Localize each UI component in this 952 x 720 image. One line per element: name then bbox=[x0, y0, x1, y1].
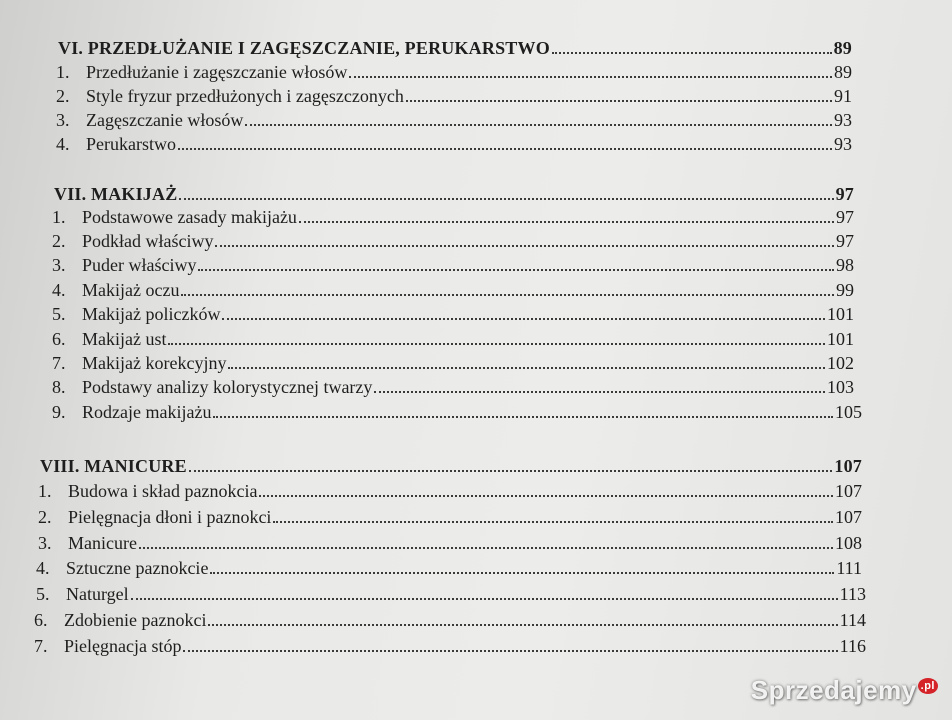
toc-heading-viii bbox=[40, 454, 862, 478]
toc-item bbox=[38, 479, 862, 503]
dot-leader bbox=[179, 197, 833, 200]
dot-leader bbox=[210, 571, 834, 574]
toc-item bbox=[52, 278, 854, 302]
toc-item-number: 6. bbox=[34, 610, 48, 630]
toc-page-number: 97 bbox=[836, 207, 854, 227]
toc-item-title: Makijaż policzków bbox=[82, 304, 221, 324]
dot-leader bbox=[245, 123, 832, 126]
toc-item-title: Przedłużanie i zagęszczanie włosów bbox=[86, 62, 348, 82]
toc-item-number: 1. bbox=[56, 62, 70, 82]
toc-item-title: Makijaż korekcyjny bbox=[82, 353, 227, 373]
toc-item bbox=[52, 327, 854, 351]
toc-item-title: Rodzaje makijażu bbox=[82, 402, 212, 422]
dot-leader bbox=[183, 649, 837, 652]
toc-page-number: 101 bbox=[827, 329, 854, 349]
toc-page-number: 97 bbox=[835, 184, 854, 204]
toc-item-number: 2. bbox=[52, 231, 66, 251]
toc-page-number: 107 bbox=[834, 456, 862, 476]
toc-item-number: 1. bbox=[52, 207, 66, 227]
toc-page-number: 98 bbox=[836, 255, 854, 275]
dot-leader bbox=[213, 415, 833, 418]
dot-leader bbox=[178, 147, 832, 150]
dot-leader bbox=[181, 293, 834, 296]
toc-item-number: 9. bbox=[52, 402, 66, 422]
dot-leader bbox=[552, 51, 832, 54]
toc-item-title: Puder właściwy bbox=[82, 255, 197, 275]
toc-item bbox=[56, 132, 852, 156]
dot-leader bbox=[349, 75, 832, 78]
toc-item bbox=[52, 375, 854, 399]
dot-leader bbox=[168, 342, 825, 345]
dot-leader bbox=[198, 268, 834, 271]
toc-page-number: 97 bbox=[836, 231, 854, 251]
toc-item-title: Naturgel bbox=[66, 584, 129, 604]
toc-item bbox=[52, 205, 854, 229]
toc-item-number: 2. bbox=[56, 86, 70, 106]
toc-item bbox=[38, 505, 862, 529]
toc-item-number: 7. bbox=[34, 636, 48, 656]
watermark-tld: .pl bbox=[918, 678, 938, 694]
dot-leader bbox=[228, 366, 825, 369]
dot-leader bbox=[406, 99, 832, 102]
toc-item-number: 4. bbox=[56, 134, 70, 154]
toc-heading-title: VI. PRZEDŁUŻANIE I ZAGĘSZCZANIE, PERUKARSTWO bbox=[58, 38, 550, 58]
dot-leader bbox=[259, 494, 833, 497]
toc-item bbox=[52, 302, 854, 326]
toc-page-number: 116 bbox=[839, 636, 866, 656]
toc-item-title: Manicure bbox=[68, 533, 137, 553]
toc-page-number: 114 bbox=[839, 610, 866, 630]
toc-page-number: 99 bbox=[836, 280, 854, 300]
toc-item-number: 2. bbox=[38, 507, 52, 527]
toc-item bbox=[36, 556, 862, 580]
dot-leader bbox=[299, 220, 834, 223]
toc-item bbox=[36, 582, 866, 606]
toc-page-number: 101 bbox=[827, 304, 854, 324]
toc-page-number: 89 bbox=[833, 38, 852, 58]
toc-item-number: 4. bbox=[36, 558, 50, 578]
toc-page-number: 89 bbox=[834, 62, 852, 82]
toc-item-title: Pielęgnacja stóp bbox=[64, 636, 182, 656]
dot-leader bbox=[131, 597, 838, 600]
toc-item-number: 4. bbox=[52, 280, 66, 300]
toc-item bbox=[52, 229, 854, 253]
toc-page-number: 108 bbox=[835, 533, 862, 553]
toc-heading-vii bbox=[54, 182, 854, 206]
toc-item bbox=[56, 108, 852, 132]
toc-item-number: 1. bbox=[38, 481, 52, 501]
toc-item bbox=[34, 608, 866, 632]
toc-item bbox=[56, 60, 852, 84]
toc-item bbox=[56, 84, 852, 108]
toc-item-title: Podstawy analizy kolorystycznej twarzy bbox=[82, 377, 373, 397]
toc-item bbox=[52, 253, 854, 277]
toc-item-number: 8. bbox=[52, 377, 66, 397]
toc-item-title: Pielęgnacja dłoni i paznokci bbox=[68, 507, 272, 527]
dot-leader bbox=[222, 317, 825, 320]
toc-item bbox=[52, 400, 862, 424]
toc-item-title: Makijaż oczu bbox=[82, 280, 180, 300]
toc-item-title: Sztuczne paznokcie bbox=[66, 558, 209, 578]
toc-item-number: 7. bbox=[52, 353, 66, 373]
toc-page-number: 91 bbox=[834, 86, 852, 106]
toc-item-title: Podkład właściwy bbox=[82, 231, 214, 251]
toc-item-title: Zdobienie paznokci bbox=[64, 610, 207, 630]
toc-page-number: 113 bbox=[839, 584, 866, 604]
toc-item bbox=[52, 351, 854, 375]
toc-item-title: Podstawowe zasady makijażu bbox=[82, 207, 297, 227]
toc-item-number: 5. bbox=[36, 584, 50, 604]
toc-page-number: 111 bbox=[836, 558, 862, 578]
toc-item-number: 6. bbox=[52, 329, 66, 349]
toc-page-number: 93 bbox=[834, 110, 852, 130]
toc-heading-vi bbox=[58, 36, 852, 60]
dot-leader bbox=[374, 390, 825, 393]
toc-item-number: 5. bbox=[52, 304, 66, 324]
toc-page-number: 103 bbox=[827, 377, 854, 397]
dot-leader bbox=[208, 623, 837, 626]
dot-leader bbox=[215, 244, 834, 247]
toc-item-title: Perukarstwo bbox=[86, 134, 176, 154]
toc-page-number: 105 bbox=[835, 402, 862, 422]
toc-item-number: 3. bbox=[38, 533, 52, 553]
toc-item bbox=[34, 634, 866, 658]
toc-item-title: Budowa i skład paznokcia bbox=[68, 481, 258, 501]
sprzedajemy-watermark bbox=[751, 675, 938, 706]
toc-item-number: 3. bbox=[56, 110, 70, 130]
toc-heading-title: VIII. MANICURE bbox=[40, 456, 187, 476]
toc-page-number: 107 bbox=[835, 507, 862, 527]
toc-item bbox=[38, 531, 862, 555]
dot-leader bbox=[273, 520, 833, 523]
toc-page-number: 93 bbox=[834, 134, 852, 154]
watermark-text: Sprzedajemy bbox=[750, 675, 917, 705]
dot-leader bbox=[189, 469, 833, 472]
toc-item-title: Zagęszczanie włosów bbox=[86, 110, 244, 130]
dot-leader bbox=[139, 546, 833, 549]
toc-page-number: 102 bbox=[827, 353, 854, 373]
toc-item-title: Makijaż ust bbox=[82, 329, 167, 349]
toc-item-number: 3. bbox=[52, 255, 66, 275]
toc-heading-title: VII. MAKIJAŻ bbox=[54, 184, 178, 204]
toc-item-title: Style fryzur przedłużonych i zagęszczonych bbox=[86, 86, 404, 106]
toc-page-number: 107 bbox=[835, 481, 862, 501]
